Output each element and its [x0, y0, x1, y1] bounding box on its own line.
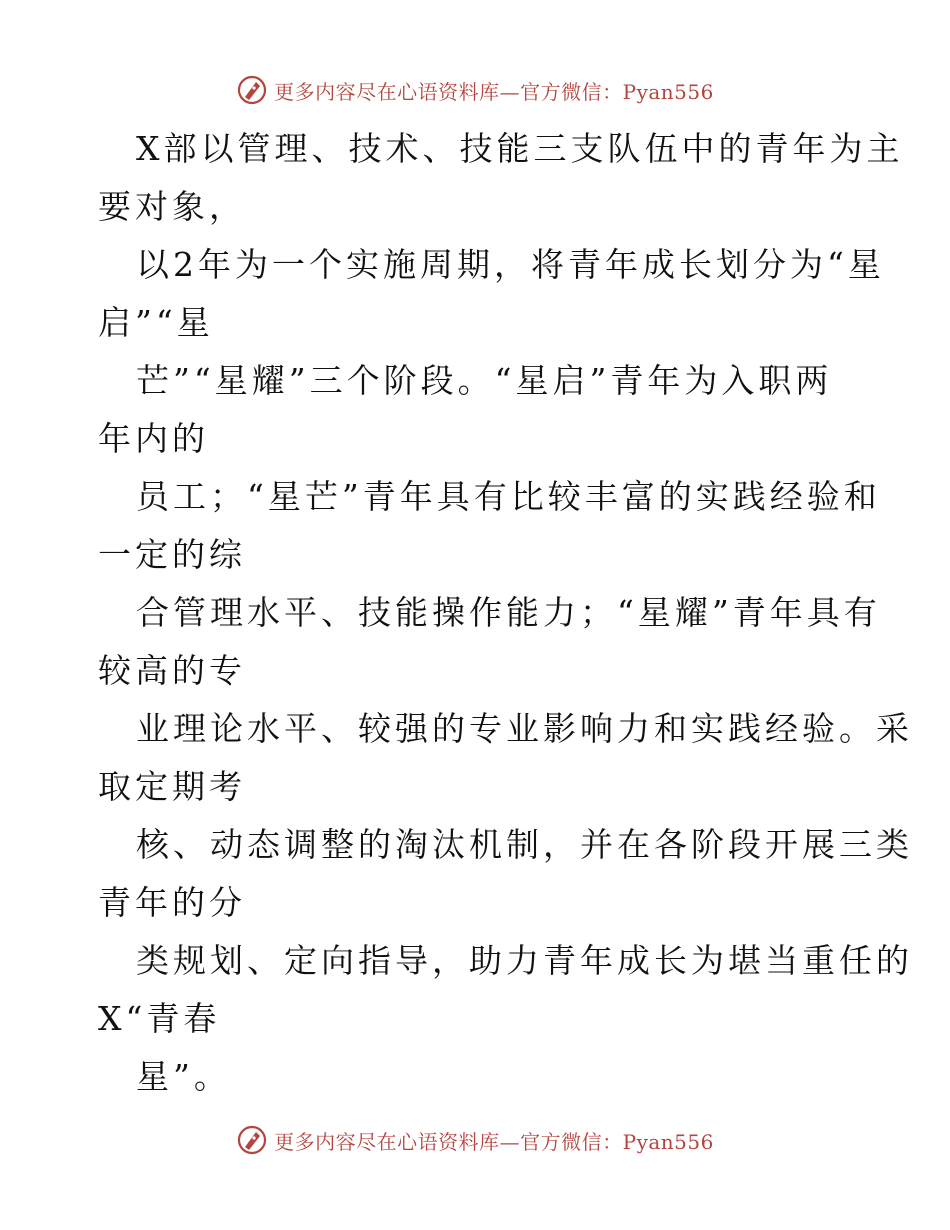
paragraph-line: 员工；“星芒”青年具有比较丰富的实践经验和 [136, 477, 881, 516]
footer-watermark-banner [0, 1120, 950, 1160]
paragraph-line: 业理论水平、较强的专业影响力和实践经验。采 [136, 709, 913, 748]
paragraph-line: 以2年为一个实施周期，将青年成长划分为“星 [136, 245, 885, 284]
header-watermark-banner [0, 70, 950, 110]
paragraph-line: 较高的专 [98, 651, 246, 690]
paragraph-line: 核、动态调整的淘汰机制，并在各阶段开展三类 [136, 825, 913, 864]
pen-nib-logo-icon [236, 74, 268, 106]
paragraph-line: 取定期考 [98, 767, 246, 806]
paragraph-line: 一定的综 [98, 535, 246, 574]
footer-watermark-text: 更多内容尽在心语资料库—官方微信：Pyan556 [274, 1129, 714, 1154]
paragraph-line: X“青春 [98, 999, 221, 1038]
paragraph-line: 要对象， [98, 187, 246, 226]
paragraph-line: X部以管理、技术、技能三支队伍中的青年为主 [136, 129, 904, 168]
paragraph-line: 年内的 [98, 419, 209, 458]
paragraph-line: 类规划、定向指导，助力青年成长为堪当重任的 [136, 941, 913, 980]
paragraph-line: 合管理水平、技能操作能力；“星耀”青年具有 [136, 593, 881, 632]
paragraph-line: 星”。 [136, 1057, 231, 1096]
pen-nib-logo-icon [236, 1124, 268, 1156]
paragraph-line: 启”“星 [98, 303, 214, 342]
header-watermark-text: 更多内容尽在心语资料库—官方微信：Pyan556 [274, 79, 714, 104]
document-body [98, 120, 913, 1106]
paragraph-line: 芒”“星耀”三个阶段。“星启”青年为入职两 [136, 361, 833, 400]
paragraph-line: 青年的分 [98, 883, 246, 922]
